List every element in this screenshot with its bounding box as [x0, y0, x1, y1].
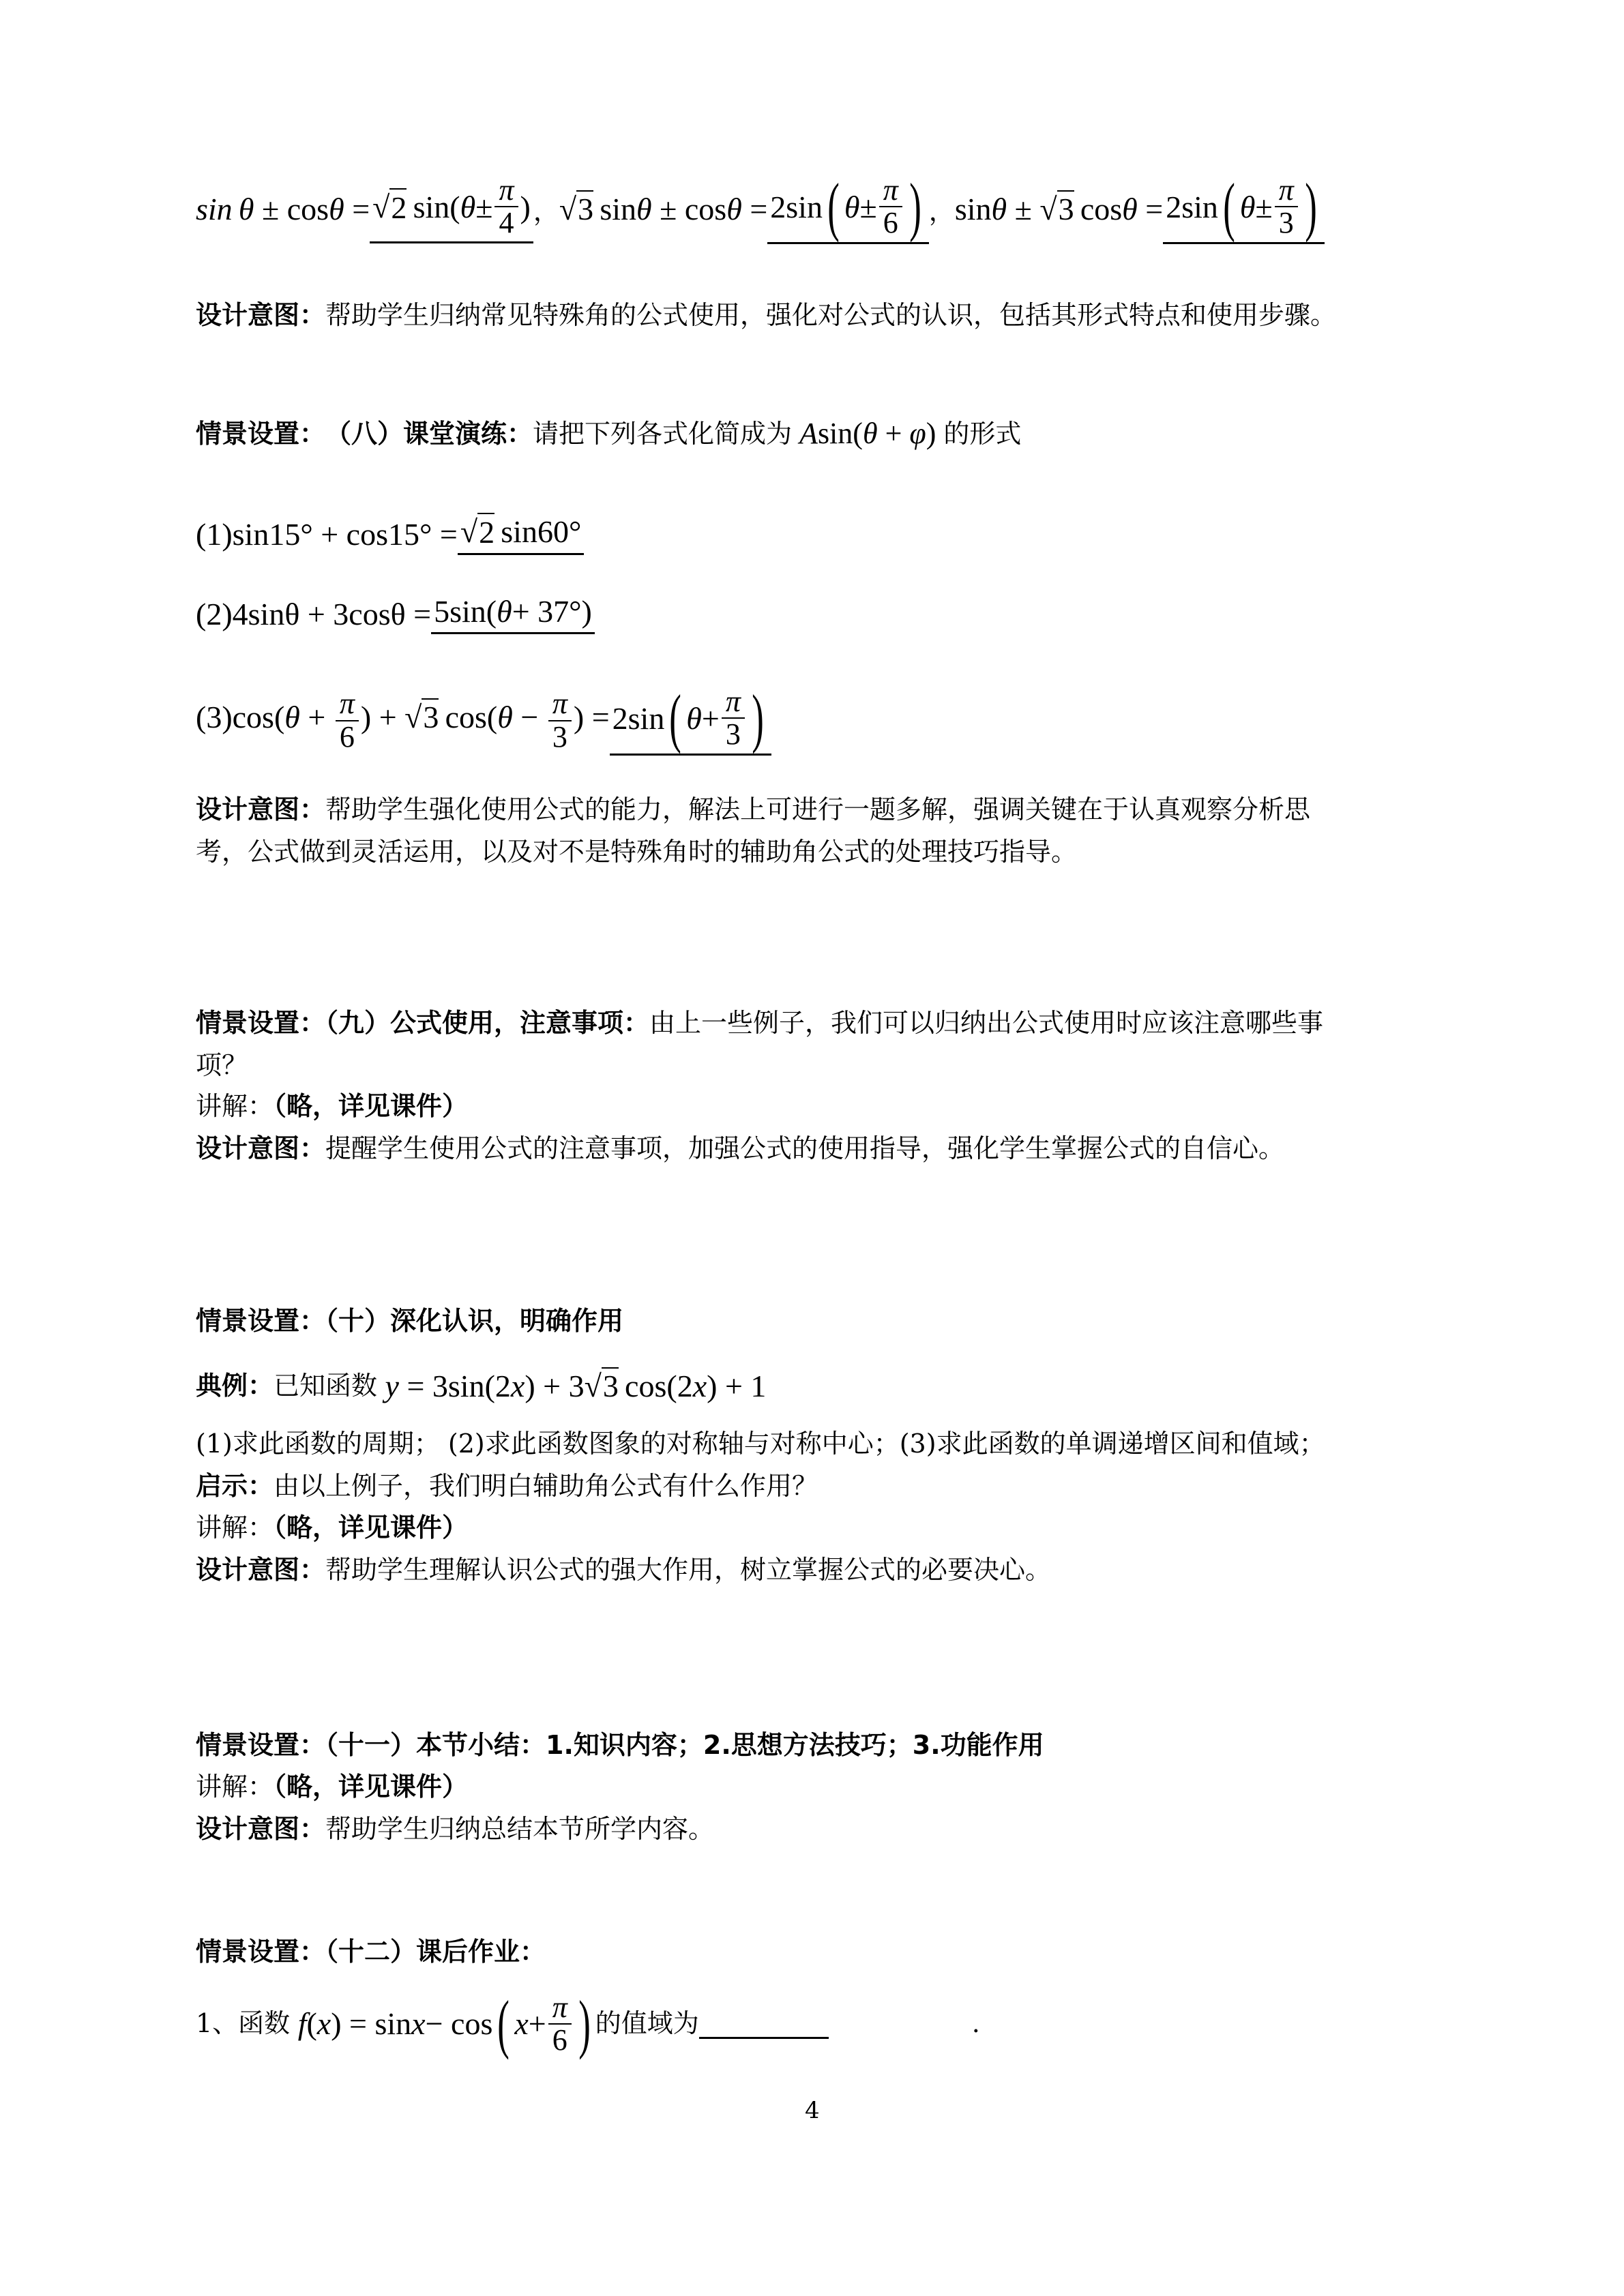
section11-label: 情景设置： [196, 1730, 326, 1760]
homework-1-answer-blank[interactable] [699, 2010, 829, 2039]
exercise-1-left: (1)sin15° + cos15° = [196, 516, 458, 552]
section10-hint [196, 1471, 818, 1502]
exercise-2-answer: 5sin( θ + 37°) [431, 593, 595, 634]
section12-title: （十二）课后作业： [325, 1937, 546, 1967]
section10-questions [196, 1429, 1325, 1460]
formula1-part3-left: sinθ ± √3 cosθ = [954, 192, 1164, 226]
section11-intent-text: 帮助学生归纳总结本节所学内容。 [325, 1814, 715, 1844]
section10-example-label: 典例： [196, 1370, 274, 1401]
homework-1-prefix: 1、函数 [196, 2008, 291, 2039]
intent2-line1: 帮助学生强化使用公式的能力，解法上可进行一题多解，强调关键在于认真观察分析思 [325, 794, 1311, 824]
section9-text2: 项？ [196, 1050, 248, 1080]
section10-label: 情景设置： [196, 1306, 326, 1336]
intent1-label: 设计意图： [196, 300, 326, 330]
section9-intent-label: 设计意图： [196, 1133, 326, 1163]
design-intent-2-line2 [196, 837, 1077, 868]
exercise-2-left: (2)4sinθ + 3cosθ = [196, 596, 432, 631]
section10-intent [196, 1555, 1051, 1586]
section9-title: （九）公式使用，注意事项： [325, 1008, 650, 1038]
intent2-line2: 考，公式做到灵活运用，以及对不是特殊角时的辅助角公式的处理技巧指导。 [196, 837, 1078, 867]
section11-explain-label: 讲解： [196, 1772, 274, 1802]
section9-line2 [196, 1050, 248, 1082]
design-intent-2-line1 [196, 794, 1310, 826]
formula1-part2-answer: 2sin ( θ ± $\frac{\pi}{6}$ ) [767, 174, 929, 244]
section12-heading [196, 1937, 546, 1968]
exercise-3-left: (3)cos(θ + $\frac{\pi}{6}$ ) + √3 cos(θ − $\frac{\pi}{3}$ ) = [196, 687, 610, 754]
section9-explain-text: （略，详见课件） [274, 1091, 469, 1121]
section8-heading [196, 416, 1021, 452]
section10-intent-label: 设计意图： [196, 1555, 326, 1585]
section10-explain [196, 1512, 468, 1544]
section9-intent-text: 提醒学生使用公式的注意事项，加强公式的使用指导，强化学生掌握公式的自信心。 [325, 1133, 1285, 1163]
exercise-1 [196, 513, 584, 555]
formula1-sep2: ， [928, 198, 955, 226]
section10-example [196, 1367, 766, 1405]
section10-explain-label: 讲解： [196, 1512, 274, 1542]
intent1-text: 帮助学生归纳常见特殊角的公式使用，强化对公式的认识，包括其形式特点和使用步骤。 [325, 300, 1337, 330]
section10-hint-label: 启示： [196, 1471, 274, 1501]
section10-hint-text: 由以上例子，我们明白辅助角公式有什么作用？ [274, 1471, 818, 1501]
homework-1-end: . [971, 2008, 980, 2039]
formula1-part1-left: sin θ ± cosθ = [196, 192, 370, 226]
section9-explain-label: 讲解： [196, 1091, 274, 1121]
section11-intent [196, 1814, 714, 1845]
section8-text: 请把下列各式化简成为 [533, 418, 793, 449]
exercise-1-answer: √ 2 sin60° [458, 513, 585, 555]
section10-explain-text: （略，详见课件） [274, 1512, 469, 1542]
section10-example-formula: y = 3sin(2x) + 3√3 cos(2x) + 1 [385, 1369, 767, 1403]
section8-title: （八）课堂演练： [325, 418, 533, 449]
intent2-label: 设计意图： [196, 794, 326, 824]
design-intent-1 [196, 300, 1336, 331]
section9-label: 情景设置： [196, 1008, 326, 1038]
page-number: 4 [805, 2097, 820, 2124]
formula1-sep1: ， [533, 198, 559, 226]
section9-line1 [196, 1008, 1323, 1039]
section11-explain-text: （略，详见课件） [274, 1772, 469, 1802]
section10-heading [196, 1306, 623, 1337]
section10-questions-text: (1)求此函数的周期； (2)求此函数图象的对称轴与对称中心；(3)求此函数的单调递增区间和值域； [196, 1429, 1325, 1459]
section11-title: （十一）本节小结：1.知识内容；2.思想方法技巧；3.功能作用 [325, 1730, 1044, 1760]
section10-intent-text: 帮助学生理解认识公式的强大作用，树立掌握公式的必要决心。 [325, 1555, 1052, 1585]
section8-formula: Asin(θ + φ) [799, 417, 944, 450]
formula-line-1 [196, 170, 1325, 244]
exercise-3-answer: 2sin ( θ + $\frac{\pi}{3}$ ) [610, 685, 771, 756]
formula1-part2-left: √3 sinθ ± cosθ = [559, 192, 768, 226]
section9-intent [196, 1133, 1284, 1165]
section9-explain [196, 1091, 468, 1122]
formula1-part3-answer: 2sin ( θ ± $\frac{\pi}{3}$ ) [1163, 174, 1325, 244]
exercise-2 [196, 593, 595, 634]
section10-example-text: 已知函数 [274, 1370, 378, 1401]
exercise-3 [196, 681, 771, 756]
section10-title: （十）深化认识，明确作用 [325, 1306, 624, 1336]
section8-text-after: 的形式 [943, 418, 1022, 449]
homework-1 [196, 1987, 980, 2060]
section11-explain [196, 1772, 468, 1803]
section8-label: 情景设置： [196, 418, 326, 449]
section12-label: 情景设置： [196, 1937, 326, 1967]
section11-intent-label: 设计意图： [196, 1814, 326, 1844]
section11-heading [196, 1730, 1044, 1761]
section9-text1: 由上一些例子，我们可以归纳出公式使用时应该注意哪些事 [649, 1008, 1324, 1038]
homework-1-formula: f ( x ) = sin x − cos ( x + $\frac{\pi}{6}$ ) [297, 1987, 591, 2060]
formula1-part1-answer: √ 2 sin( θ ± $\frac{\pi}{4}$ ) [370, 175, 533, 243]
homework-1-suffix: 的值域为 [595, 2008, 699, 2039]
